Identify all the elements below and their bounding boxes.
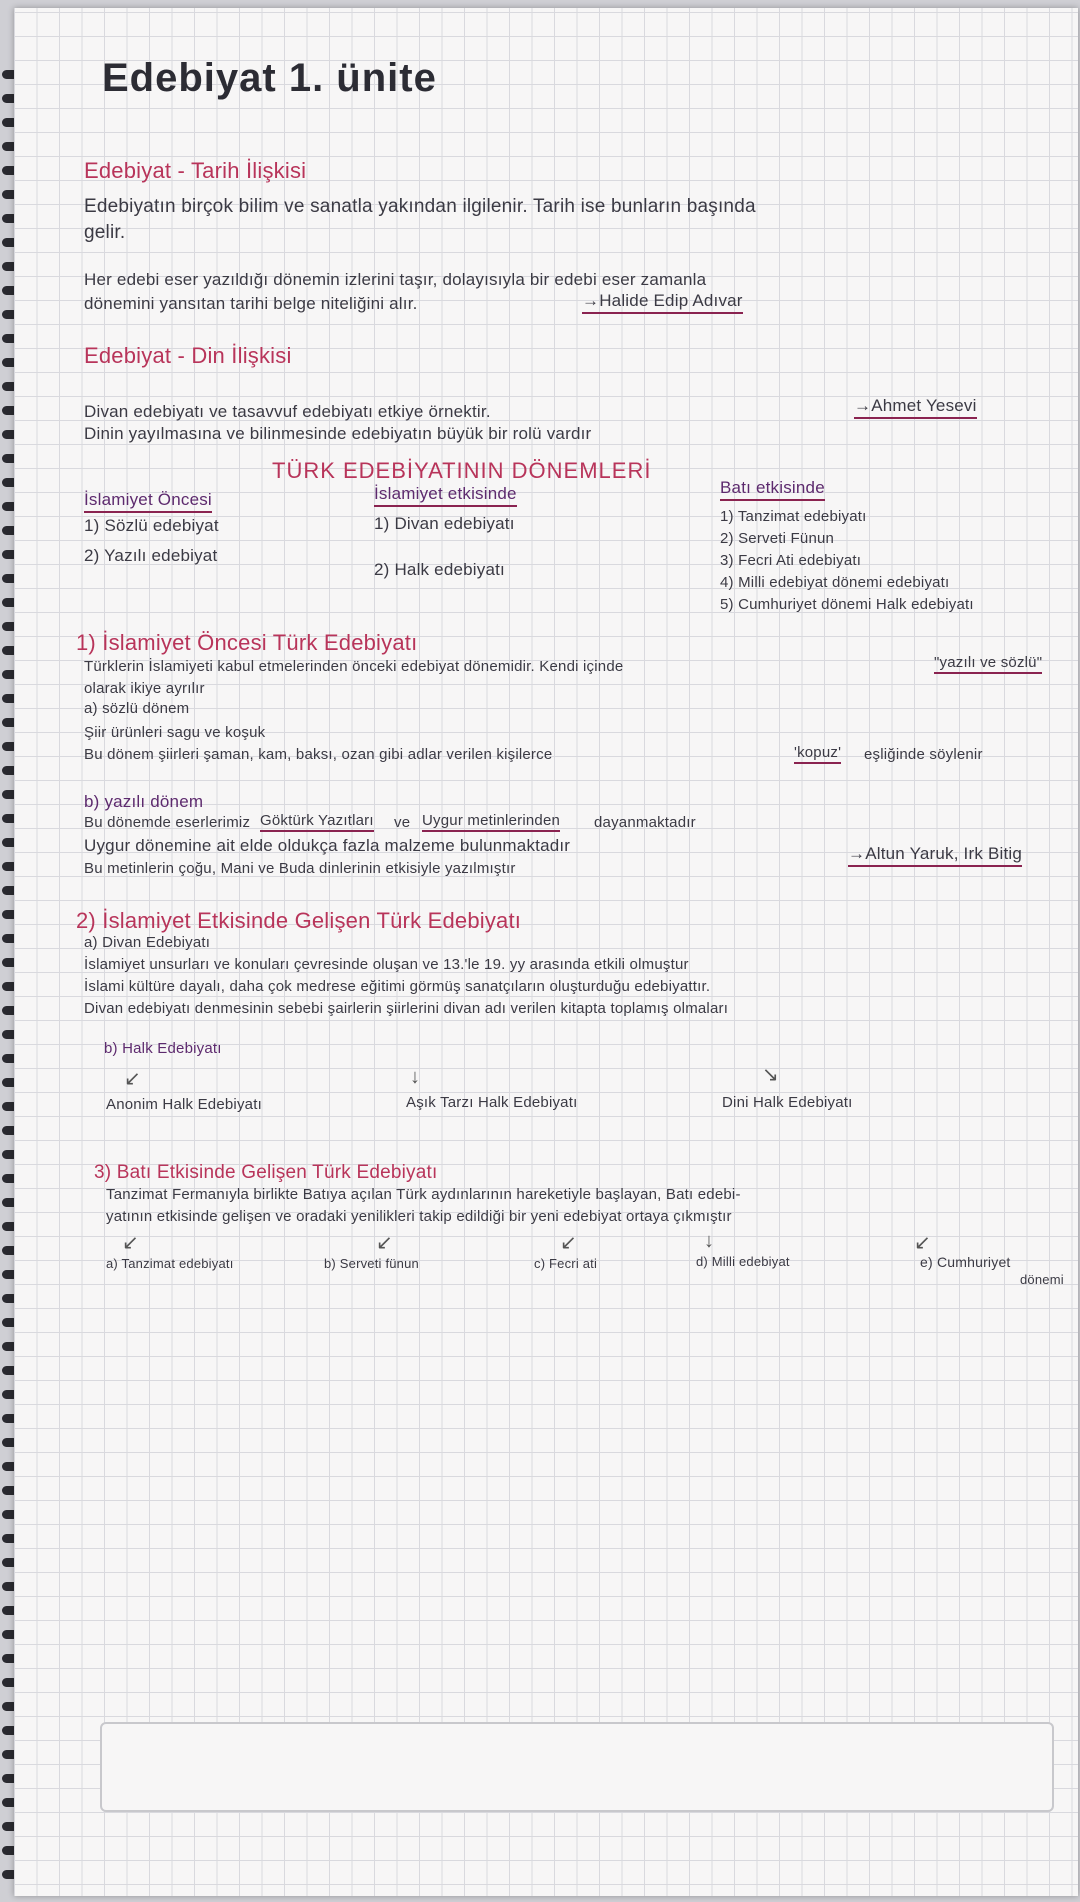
page-title: Edebiyat 1. ünite [102,56,437,100]
text-line: Bu metinlerin çoğu, Mani ve Buda dinlerinin etkisiyle yazılmıştır [84,860,516,877]
period-item: 5) Cumhuriyet dönemi Halk edebiyatı [720,596,974,613]
subheading-divan: a) Divan Edebiyatı [84,934,211,951]
period-item: 1) Divan edebiyatı [374,514,515,533]
period-item: 1) Tanzimat edebiyatı [720,508,867,525]
text-line: Divan edebiyatı denmesinin sebebi şairlerin şiirlerini divan adı verilen kitapta toplamış olmaları [84,1000,729,1017]
section-heading-bati-etkisinde: 3) Batı Etkisinde Gelişen Türk Edebiyatı [94,1162,438,1183]
text-line: İslamiyet unsurları ve konuları çevresinde oluşan ve 13.'le 19. yy arasında etkili olmuştur [84,956,689,973]
text-line: Uygur dönemine ait elde oldukça fazla malzeme bulunmaktadır [84,836,571,855]
arrow-icon: ↙ [914,1232,931,1254]
bati-branch: b) Serveti fünun [324,1256,419,1271]
notebook-page [14,8,1078,1896]
column-head-islamiyet-oncesi: İslamiyet Öncesi [84,490,212,513]
uygur-term: Uygur metinlerinden [422,812,560,832]
period-item: 3) Fecri Ati edebiyatı [720,552,862,569]
text-line: yatının etkisinde gelişen ve oradaki yenilikleri takip edildiği bir yeni edebiyat ortaya çıkmıştır [106,1208,732,1225]
text-line: Edebiyatın birçok bilim ve sanatla yakından ilgilenir. Tarih ise bunların başında [84,196,756,217]
arrow-icon: ↘ [762,1064,779,1086]
text-line: a) sözlü dönem [84,700,190,717]
text-line: Dinin yayılmasına ve bilinmesinde edebiyatın büyük bir rolü vardır [84,424,592,443]
text-line: Her edebi eser yazıldığı dönemin izlerini taşır, dolayısıyla bir edebi eser zamanla [84,270,707,289]
period-item: 2) Serveti Fünun [720,530,835,547]
subheading-halk: b) Halk Edebiyatı [104,1040,222,1057]
period-item: 2) Yazılı edebiyat [84,546,218,565]
quote-yazili-sozlu: "yazılı ve sözlü" [934,654,1042,674]
arrow-icon: ↓ [704,1230,714,1252]
halk-branch: Dini Halk Edebiyatı [722,1094,853,1111]
bati-branch-continued: dönemi [1020,1272,1064,1287]
kopuz-term: 'kopuz' [794,744,841,764]
text-line: Divan edebiyatı ve tasavvuf edebiyatı etkiye örnektir. [84,402,491,421]
text-line: Bu dönem şiirleri şaman, kam, baksı, ozan gibi adlar verilen kişilerce [84,746,553,763]
halk-branch: Aşık Tarzı Halk Edebiyatı [406,1094,578,1111]
section-heading-tarih: Edebiyat - Tarih İlişkisi [84,158,307,183]
period-item: 1) Sözlü edebiyat [84,516,219,535]
section-heading-islamiyet-etkisinde: 2) İslamiyet Etkisinde Gelişen Türk Edebiyatı [76,908,522,933]
bati-branch: c) Fecri ati [534,1256,598,1271]
text-line: Bu dönemde eserlerimiz [84,814,251,831]
gokturk-term: Göktürk Yazıtları [260,812,374,832]
footer-box [100,1722,1054,1812]
donemler-heading: TÜRK EDEBİYATININ DÖNEMLERİ [272,458,652,483]
section-heading-din: Edebiyat - Din İlişkisi [84,343,292,368]
bati-branch: a) Tanzimat edebiyatı [106,1256,234,1271]
text-line: dayanmaktadır [594,814,696,831]
arrow-icon: ↙ [124,1068,141,1090]
text-line: İslami kültüre dayalı, daha çok medrese eğitimi görmüş sanatçıların oluşturduğu edebiyattır. [84,978,711,995]
halk-branch: Anonim Halk Edebiyatı [106,1096,262,1113]
arrow-icon: ↙ [376,1232,393,1254]
text-line: olarak ikiye ayrılır [84,680,205,697]
bati-branch: d) Milli edebiyat [696,1254,790,1269]
text-line: Şiir ürünleri sagu ve koşuk [84,724,266,741]
period-item: 2) Halk edebiyatı [374,560,505,579]
text-line: Tanzimat Fermanıyla birlikte Batıya açılan Türk aydınlarının hareketiyle başlayan, Batı edebi- [106,1186,741,1203]
column-head-bati-etkisinde: Batı etkisinde [720,478,825,501]
reference-ahmet-yesevi: →Ahmet Yesevi [854,396,977,419]
subheading-yazili-donem: b) yazılı dönem [84,792,204,811]
reference-halide-edip: →Halide Edip Adıvar [582,291,743,314]
arrow-icon: ↙ [560,1232,577,1254]
section-heading-islamiyet-oncesi: 1) İslamiyet Öncesi Türk Edebiyatı [76,630,418,655]
arrow-icon: ↙ [122,1232,139,1254]
text-line: dönemini yansıtan tarihi belge niteliğini alır. [84,294,418,313]
text-line: Türklerin İslamiyeti kabul etmelerinden önceki edebiyat dönemidir. Kendi içinde [84,658,624,675]
period-item: 4) Milli edebiyat dönemi edebiyatı [720,574,950,591]
column-head-islamiyet-etkisinde: İslamiyet etkisinde [374,484,517,507]
text-line: gelir. [84,222,126,243]
text-line: eşliğinde söylenir [864,746,983,763]
arrow-icon: ↓ [410,1066,420,1088]
text-line: ve [394,814,411,831]
bati-branch: e) Cumhuriyet [920,1254,1011,1270]
reference-altun-yaruk: →Altun Yaruk, Irk Bitig [848,844,1022,867]
